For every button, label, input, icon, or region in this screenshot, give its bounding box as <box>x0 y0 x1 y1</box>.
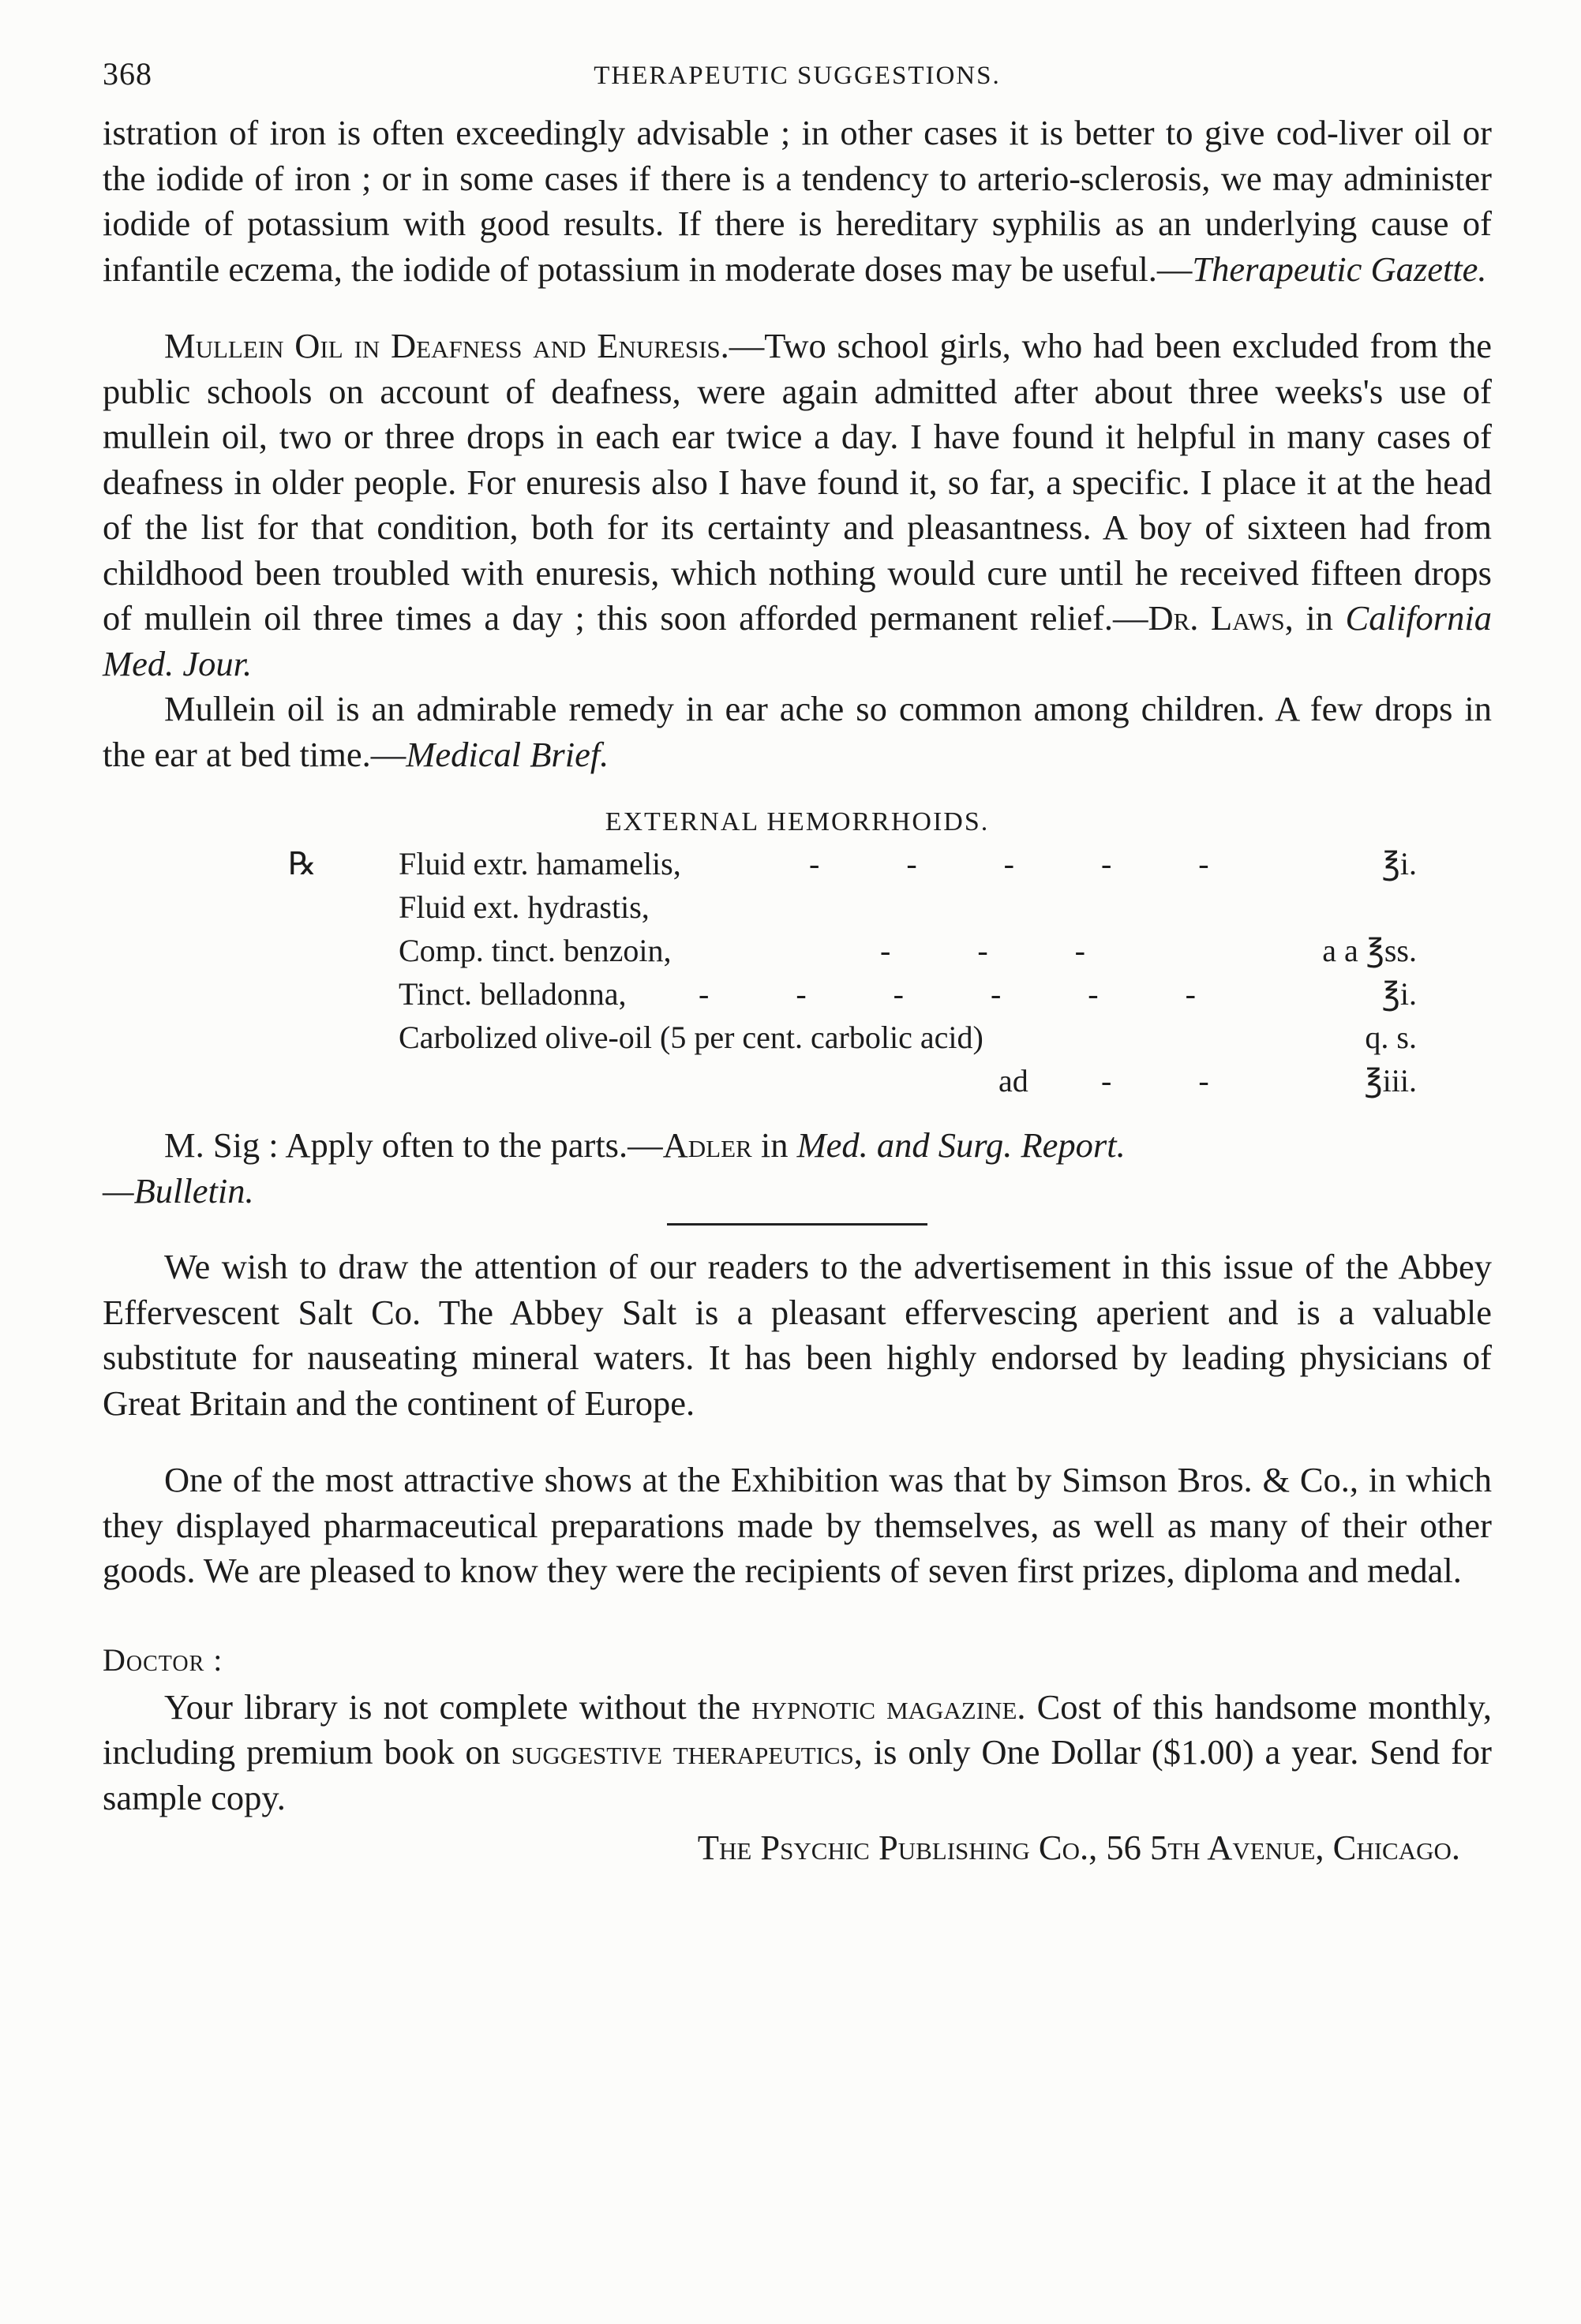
prescription-table <box>288 845 1417 1106</box>
mullein-paragraph-2 <box>103 687 1492 777</box>
book-name: suggestive therapeutics, <box>511 1732 863 1772</box>
leader-dashes: - - - <box>880 933 1125 968</box>
mullein-text: —Two school girls, who had been excluded from the public schools on account of deafness, were again admitted after about three weeks's use of mullein oil, two or three drops in each ear twice a day. I have found it helpful in many cases of deafness in older people. For enuresis also I have found it, so far, a specific. I place it at the head of the list for that condition, both for its certainty and pleasantness. A boy of sixteen had from childhood been troubled with enuresis, which nothing would cure until he received fifteen drops of mullein oil three times a day ; this soon afforded permanent relief.— <box>103 326 1492 638</box>
prescription-row <box>288 975 1417 1019</box>
sig-author: Adler <box>662 1125 752 1165</box>
doctor-label: Doctor : <box>103 1641 223 1678</box>
leader-dashes: - - - - - - <box>699 976 1235 1012</box>
quantity: ℥i. <box>1381 846 1417 881</box>
mullein-title: Mullein Oil in Deafness and Enuresis. <box>164 326 729 365</box>
leader-dashes: - - <box>1101 1063 1249 1098</box>
iodide-source: Therapeutic Gazette. <box>1192 249 1487 289</box>
page-number: 368 <box>103 56 152 92</box>
doctor-text-2: Cost of this handsome monthly, including premium book on <box>103 1686 1492 1772</box>
quantity: ℥i. <box>1381 976 1417 1012</box>
mullein-text-2: Mullein oil is an admirable remedy in ear ache so common among children. A few drops in the ear at bed time.— <box>103 689 1492 774</box>
simson-paragraph: One of the most attractive shows at the Exhibition was that by Simson Bros. & Co., in which they displayed pharmaceutical preparations made by themselves, as well as many of their other goods. We are pleased to know they were the recipients of seven first prizes, diploma and medal. <box>103 1460 1492 1590</box>
ad-label: ad <box>998 1063 1028 1098</box>
quantity: ℥iii. <box>1364 1063 1417 1098</box>
signature-line <box>103 1123 1492 1214</box>
mullein-paragraph <box>103 324 1492 687</box>
sig-source-2: —Bulletin. <box>103 1170 254 1211</box>
doctor-text-1: Your library is not complete without the <box>164 1686 752 1727</box>
section-divider <box>667 1223 927 1226</box>
iodide-paragraph <box>103 110 1492 292</box>
sig-in: in <box>751 1125 797 1165</box>
ingredient: Comp. tinct. benzoin, <box>399 933 672 968</box>
ingredient: Tinct. belladonna, <box>399 976 627 1012</box>
mullein-author: Dr. Laws <box>1148 598 1285 638</box>
prescription-title: EXTERNAL HEMORRHOIDS. <box>605 807 990 836</box>
prescription-row <box>288 1019 1417 1062</box>
abbey-paragraph: We wish to draw the attention of our readers to the advertisement in this issue of the Abbey Effervescent Salt Co. The Abbey Salt is a pleasant effervescing aperient and is a valuable substitute for nauseating mineral waters. It has been highly endorsed by leading physicians of Great Britain and the continent of Europe. <box>103 1247 1492 1423</box>
document-page <box>103 55 1492 1871</box>
ingredient: Fluid ext. hydrastis, <box>399 889 650 925</box>
mullein-source: California Med. Jour. <box>103 598 1492 683</box>
ingredient: Fluid extr. hamamelis, <box>399 846 681 881</box>
prescription-row <box>288 845 1417 889</box>
sig-text: M. Sig : Apply often to the parts.— <box>164 1125 663 1165</box>
iodide-text: istration of iron is often exceedingly advisable ; in other cases it is better to give cod-liver oil or the iodide of iron ; or in some cases if there is a tendency to arterio-sclerosis, we may administer iodide of potassium with good results. If there is hereditary syphilis as an underlying cause of infantile eczema, the iodide of potassium in moderate doses may be useful.— <box>103 113 1492 289</box>
ingredient: Carbolized olive-oil (5 per cent. carbolic acid) <box>399 1020 983 1055</box>
quantity: q. s. <box>1365 1020 1417 1055</box>
magazine-name: hypnotic magazine. <box>751 1686 1026 1727</box>
doctor-text-3: is only One Dollar ($1.00) a year. Send for sample copy. <box>103 1732 1492 1817</box>
quantity: a a ℥ss. <box>1322 933 1417 968</box>
leader-dashes: - - - - - <box>809 846 1249 881</box>
publisher-line: The Psychic Publishing Co., 56 5th Avenue, Chicago. <box>697 1828 1460 1867</box>
sig-source: Med. and Surg. Report. <box>796 1125 1126 1165</box>
prescription-row <box>288 932 1417 975</box>
running-title: THERAPEUTIC SUGGESTIONS. <box>594 62 1001 90</box>
prescription-row-ad <box>288 1062 1417 1106</box>
recipe-symbol: ℞ <box>288 846 317 881</box>
page-header <box>103 55 1492 110</box>
mullein-source-2: Medical Brief. <box>406 734 609 774</box>
doctor-paragraph <box>103 1685 1492 1821</box>
mullein-in: , in <box>1284 598 1346 638</box>
prescription-row <box>288 889 1417 932</box>
